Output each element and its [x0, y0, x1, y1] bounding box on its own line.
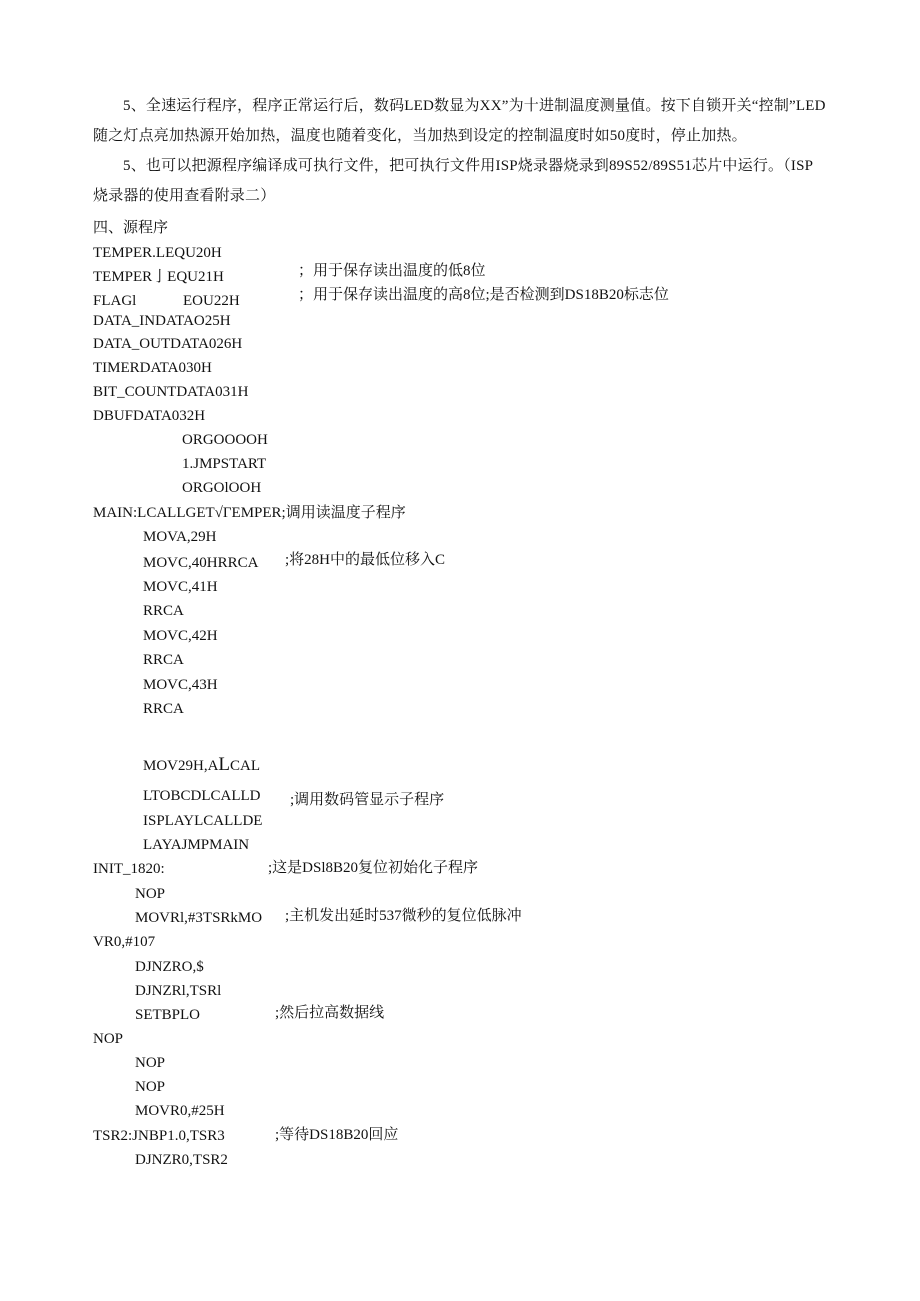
code-line: EOU22H	[183, 293, 240, 309]
code-line: TEMPER亅EQU21H	[93, 269, 224, 285]
code-fragment: MOV29H,A	[143, 758, 219, 774]
code-line: MAIN:LCALLGET√ΓEMPER;调用读温度子程序	[93, 505, 406, 521]
code-line: RRCA	[143, 603, 184, 619]
code-line: MOVR0,#25H	[135, 1103, 225, 1119]
code-line: NOP	[93, 1031, 124, 1047]
code-line: DJNZRl,TSRl	[135, 983, 222, 999]
code-line: LTOBCDLCALLD	[143, 788, 261, 804]
code-line: MOVC,42H	[143, 628, 218, 644]
code-line: MOVC,40HRRCA	[143, 555, 259, 571]
code-comment: ；用于保存读出温度的高8位;是否检测到DS18B20标志位	[298, 287, 669, 303]
code-line: MOVC,43H	[143, 677, 218, 693]
code-line: NOP	[135, 1055, 166, 1071]
code-line: SETBPLO	[135, 1007, 201, 1023]
code-line: DJNZRO,$	[135, 959, 204, 975]
code-line: ISPLAYLCALLDE	[143, 813, 263, 829]
code-comment: ;等待DS18B20回应	[275, 1127, 399, 1143]
code-line: DBUFDATA032H	[93, 408, 206, 424]
code-line: TEMPER.LEQU20H	[93, 245, 222, 261]
code-line: FLAGl	[93, 293, 137, 309]
code-line: ORGOOOOH	[182, 432, 268, 448]
code-line: TSR2:JNBP1.0,TSR3	[93, 1128, 225, 1144]
code-line: MOVC,41H	[143, 579, 218, 595]
code-comment: ;将28H中的最低位移入C	[285, 552, 446, 568]
code-line: VR0,#107	[93, 934, 156, 950]
code-comment: ;调用数码管显示子程序	[290, 792, 445, 808]
code-line: NOP	[135, 886, 166, 902]
code-line: ORGOlOOH	[182, 480, 262, 496]
code-comment: ;然后拉高数据线	[275, 1005, 385, 1021]
code-line: NOP	[135, 1079, 166, 1095]
code-comment: ；用于保存读出温度的低8位	[298, 263, 486, 279]
code-line: DATA_OUTDATA026H	[93, 336, 243, 352]
code-comment: ;这是DSl8B20复位初始化子程序	[268, 860, 479, 876]
code-line: RRCA	[143, 701, 184, 717]
code-line: TIMERDATA030H	[93, 360, 212, 376]
code-line	[143, 755, 260, 776]
paragraph-step-compile: 5、也可以把源程序编译成可执行文件，把可执行文件用ISP烧录器烧录到89S52/89S51芯片中运行。（ISP烧录器的使用查看附录二）	[93, 158, 814, 204]
code-fragment-large: L	[218, 754, 231, 775]
code-fragment: CAL	[230, 758, 261, 774]
code-line: 1.JMPSTART	[182, 456, 267, 472]
code-line: RRCA	[143, 652, 184, 668]
code-line: DATA_INDATAO25H	[93, 313, 231, 329]
paragraph-step-run: 5、全速运行程序，程序正常运行后，数码LED数显为XX”为十进制温度测量值。按下自锁开关“控制”LED随之灯点亮加热源开始加热，温度也随着变化，当加热到设定的控制温度时如50度时，停止加热。	[93, 98, 826, 144]
code-line: INIT_1820:	[93, 861, 165, 877]
code-line: BIT_COUNTDATA031H	[93, 384, 249, 400]
code-line: DJNZR0,TSR2	[135, 1152, 228, 1168]
code-line: MOVRl,#3TSRkMO	[135, 910, 263, 926]
code-line: MOVA,29H	[143, 529, 217, 545]
code-comment: ;主机发出延时537微秒的复位低脉冲	[285, 908, 522, 924]
code-line: LAYAJMPMAIN	[143, 837, 250, 853]
section-title: 四、源程序	[93, 219, 169, 236]
